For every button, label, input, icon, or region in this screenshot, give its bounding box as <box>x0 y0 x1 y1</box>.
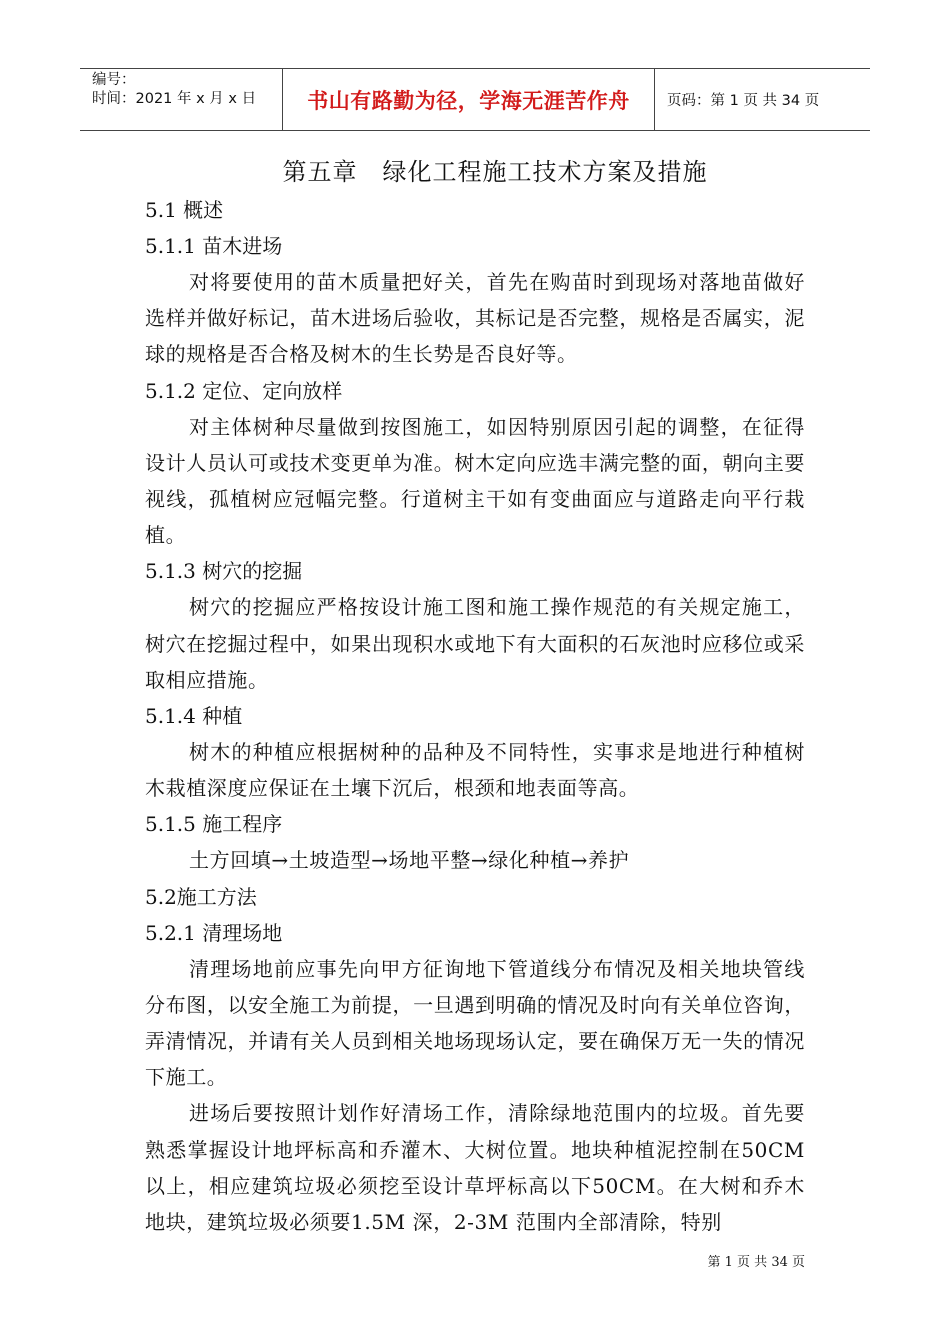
section-heading: 5.1.1 苗木进场 <box>145 234 283 258</box>
section-heading: 5.1.4 种植 <box>145 704 243 729</box>
document-body <box>145 152 805 1240</box>
paragraph: 对主体树种尽量做到按图施工，如因特别原因引起的调整，在征得设计人员认可或技术变更单为准。树木定向应选丰满完整的面，朝向主要视线，孤植树应冠幅完整。行道树主干如有变曲面应与道路走向平行栽植。 <box>145 414 805 548</box>
paragraph: 清理场地前应事先向甲方征询地下管道线分布情况及相关地块管线分布图，以安全施工为前提，一旦遇到明确的情况及时向有关单位咨询，弄清情况，并请有关人员到相关地场现场认定，要在确保万无一失的情况下施工。 <box>145 956 805 1090</box>
section-heading: 5.1.5 施工程序 <box>145 812 283 837</box>
section-heading: 5.2施工方法 <box>145 884 257 909</box>
paragraph: 对将要使用的苗木质量把好关，首先在购苗时到现场对落地苗做好选样并做好标记，苗木进场后验收，其标记是否完整，规格是否属实，泥球的规格是否合格及树木的生长势是否良好等。 <box>145 270 805 367</box>
paragraph: 树木的种植应根据树种的品种及不同特性，实事求是地进行种植树木栽植深度应保证在土壤下沉后，根颈和地表面等高。 <box>145 740 805 801</box>
section-heading: 5.1.2 定位、定向放样 <box>145 378 343 403</box>
process-flow: 土方回填→土坡造型→场地平整→绿化种植→养护 <box>189 848 630 873</box>
section-heading: 5.1 概述 <box>145 198 224 222</box>
time-label: 时间：2021 年 x 月 x 日 <box>92 91 257 107</box>
page-header <box>80 68 870 131</box>
paragraph: 进场后要按照计划作好清场工作，清除绿地范围内的垃圾。首先要熟悉掌握设计地坪标高和乔灌木、大树位置。地块种植泥控制在50CM 以上，相应建筑垃圾必须挖至设计草坪标高以下50CM。在大树和乔木地块，建筑垃圾必须要1.5M 深，2-3M 范围内全部清除，特别 <box>145 1101 805 1235</box>
page-footer: 第 1 页 共 34 页 <box>707 1255 805 1270</box>
header-motto: 书山有路勤为径，学海无涯苦作舟 <box>282 69 655 130</box>
header-page-code: 页码：第 1 页 共 34 页 <box>667 93 820 109</box>
paragraph: 树穴的挖掘应严格按设计施工图和施工操作规范的有关规定施工，树穴在挖掘过程中，如果出现积水或地下有大面积的石灰池时应移位或采取相应措施。 <box>145 595 805 692</box>
section-heading: 5.2.1 清理场地 <box>145 920 283 945</box>
section-heading: 5.1.3 树穴的挖掘 <box>145 559 303 584</box>
serial-label: 编号： <box>92 72 136 88</box>
chapter-title: 第五章 绿化工程施工技术方案及措施 <box>282 158 708 186</box>
header-meta <box>80 69 282 130</box>
